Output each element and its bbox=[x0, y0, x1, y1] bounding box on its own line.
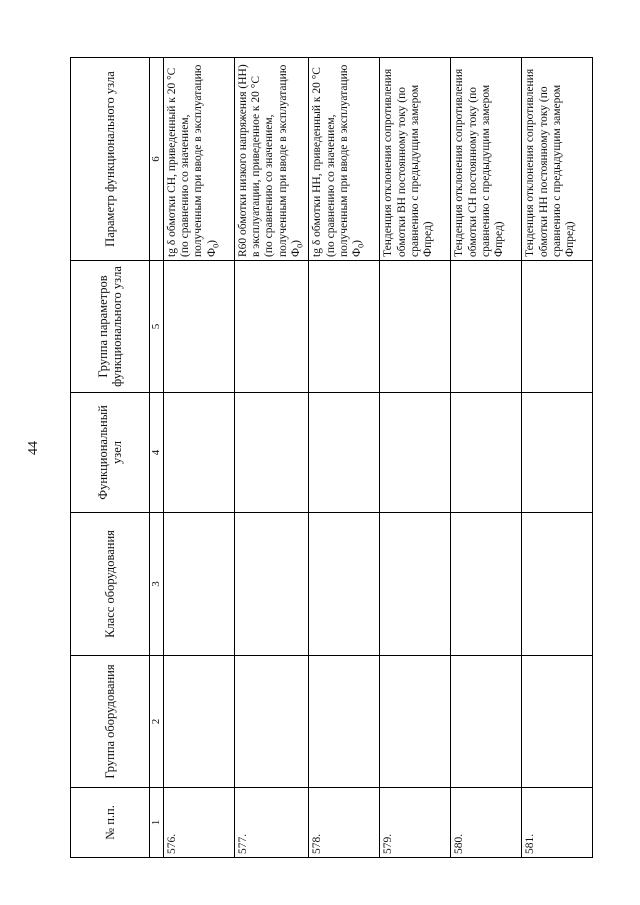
parameter-cell: Тенденция отклонения сопротивления обмотки ВН постоянному току (по сравнению с предыдущим замером Фпред) bbox=[380, 58, 451, 261]
column-number: 5 bbox=[150, 261, 164, 393]
equipment-group-cell bbox=[309, 656, 380, 788]
parameter-group-cell bbox=[451, 261, 522, 393]
functional-node-cell bbox=[380, 393, 451, 513]
row-number-cell: 577. bbox=[235, 788, 309, 858]
table-header-row bbox=[71, 58, 150, 858]
functional-node-cell bbox=[235, 393, 309, 513]
equipment-parameters-table bbox=[70, 57, 593, 858]
parameter-group-cell bbox=[380, 261, 451, 393]
table-row bbox=[451, 58, 522, 858]
header-parameter-group: Группа параметров функционального узла bbox=[71, 261, 150, 393]
header-equipment-group: Группа оборудования bbox=[71, 656, 150, 788]
header-parameter: Параметр функционального узла bbox=[71, 58, 150, 261]
parameter-group-cell bbox=[309, 261, 380, 393]
table-row bbox=[235, 58, 309, 858]
equipment-class-cell bbox=[522, 513, 593, 656]
row-number-cell: 581. bbox=[522, 788, 593, 858]
column-number: 1 bbox=[150, 788, 164, 858]
parameter-group-cell bbox=[164, 261, 235, 393]
equipment-class-cell bbox=[235, 513, 309, 656]
parameter-cell: Тенденция отклонения сопротивления обмотки НН постоянному току (по сравнению с предыдущим замером Фпред) bbox=[522, 58, 593, 261]
page-number: 44 bbox=[26, 441, 41, 455]
rotated-page-content bbox=[70, 58, 590, 858]
equipment-class-cell bbox=[309, 513, 380, 656]
table-row bbox=[309, 58, 380, 858]
functional-node-cell bbox=[522, 393, 593, 513]
parameter-cell: R60 обмотки низкого напряжения (НН) в эксплуатации, приведенное к 20 °С (по сравнению со значением, полученным при вводе в эксплуатацию $Ф_0$) bbox=[235, 58, 309, 261]
equipment-group-cell bbox=[522, 656, 593, 788]
equipment-group-cell bbox=[451, 656, 522, 788]
column-number: 2 bbox=[150, 656, 164, 788]
equipment-class-cell bbox=[451, 513, 522, 656]
equipment-class-cell bbox=[380, 513, 451, 656]
parameter-cell: tg δ обмотки НН, приведенный к 20 °С (по сравнению со значением, полученным при вводе в эксплуатацию $Ф_0$) bbox=[309, 58, 380, 261]
header-equipment-class: Класс оборудования bbox=[71, 513, 150, 656]
parameter-group-cell bbox=[522, 261, 593, 393]
table-body bbox=[164, 58, 593, 858]
column-number: 4 bbox=[150, 393, 164, 513]
equipment-class-cell bbox=[164, 513, 235, 656]
equipment-group-cell bbox=[164, 656, 235, 788]
row-number-cell: 578. bbox=[309, 788, 380, 858]
row-number-cell: 579. bbox=[380, 788, 451, 858]
functional-node-cell bbox=[164, 393, 235, 513]
equipment-group-cell bbox=[235, 656, 309, 788]
column-number-row bbox=[150, 58, 164, 858]
functional-node-cell bbox=[451, 393, 522, 513]
column-number: 3 bbox=[150, 513, 164, 656]
header-functional-node: Функциональный узел bbox=[71, 393, 150, 513]
equipment-group-cell bbox=[380, 656, 451, 788]
parameter-cell: tg δ обмотки СН, приведенный к 20 °С (по сравнению со значением, полученным при вводе в эксплуатацию $Ф_0$) bbox=[164, 58, 235, 261]
functional-node-cell bbox=[309, 393, 380, 513]
parameter-cell: Тенденция отклонения сопротивления обмотки СН постоянному току (по сравнению с предыдущим замером Фпред) bbox=[451, 58, 522, 261]
table-row bbox=[380, 58, 451, 858]
column-number: 6 bbox=[150, 58, 164, 261]
table-row bbox=[522, 58, 593, 858]
header-number: № п.п. bbox=[71, 788, 150, 858]
row-number-cell: 580. bbox=[451, 788, 522, 858]
row-number-cell: 576. bbox=[164, 788, 235, 858]
table-row bbox=[164, 58, 235, 858]
parameter-group-cell bbox=[235, 261, 309, 393]
